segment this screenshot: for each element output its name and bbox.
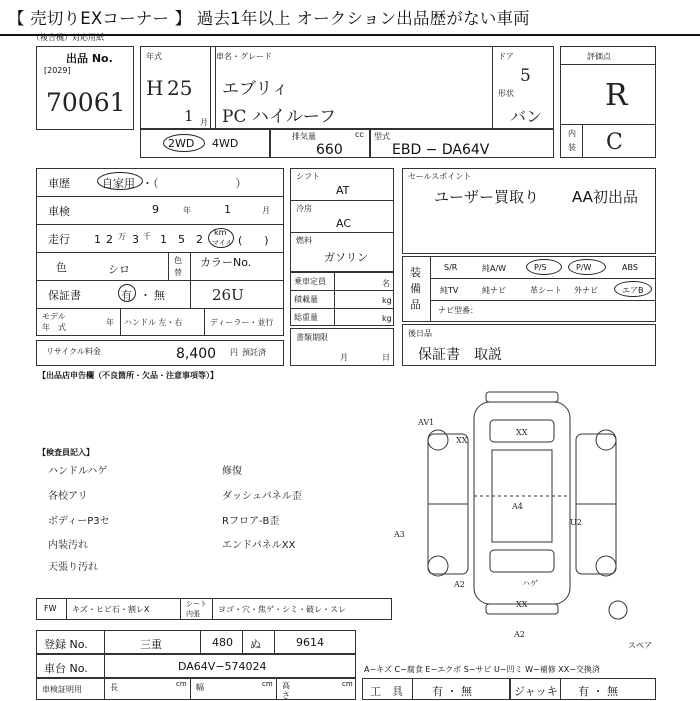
model-year-label-2: 年 式	[42, 323, 66, 332]
fw-seat-2: 内張	[186, 610, 200, 618]
registration-area: 三重	[140, 638, 162, 651]
interior-divider	[582, 124, 583, 158]
inspector-note-left-5: 天張り汚れ	[48, 562, 98, 573]
exhibit-label: 出品 No.	[66, 52, 113, 65]
load-label: 積載量	[294, 295, 318, 304]
inspection-month: 1	[224, 203, 231, 216]
displacement-value: 660	[316, 142, 343, 158]
inspection-label: 車検	[48, 205, 70, 218]
inspection-year-unit: 年	[183, 206, 191, 215]
color-no-value: 26U	[212, 286, 244, 304]
mileage-sen: 千	[143, 232, 151, 241]
rating-label: 評価点	[587, 52, 611, 61]
equip-ps: P/S	[534, 263, 547, 272]
doc-deadline-day: 日	[382, 353, 390, 362]
capacity-label: 乗車定員	[294, 277, 326, 286]
mileage-man: 万	[118, 232, 126, 241]
inspector-title: 【検査員記入】	[38, 448, 94, 457]
accessories-label: 後日品	[408, 329, 432, 338]
color-label: 色	[56, 261, 67, 274]
fuel-label: 燃料	[296, 236, 312, 245]
registration-class: 480	[212, 636, 233, 649]
warranty-label: 保証書	[48, 289, 81, 302]
doc-deadline-label: 書類期限	[296, 333, 328, 342]
diagram-mark-u2: U2	[570, 518, 582, 527]
diagram-wheel-fr	[596, 430, 616, 450]
equip-leather: 革シート	[530, 286, 562, 295]
vehicle-cert-c4: さ	[282, 691, 290, 700]
interior-value: C	[606, 130, 623, 155]
jack-value: 有 ・ 無	[578, 685, 618, 698]
model-type-value: EBD − DA64V	[392, 142, 490, 158]
warranty-no: 無	[154, 289, 165, 302]
vehicle-cert-unit-1: cm	[176, 680, 187, 688]
vehicle-cert-c2: 幅	[196, 683, 204, 692]
inspection-month-unit: 月	[262, 206, 270, 215]
doors-label: ドア	[498, 52, 514, 61]
diagram-mark-a2-left: A2	[454, 580, 465, 589]
vehicle-cert-c1: 長	[110, 683, 118, 692]
vehicle-cert-unit-2: cm	[262, 680, 273, 688]
mileage-unit-mile: マイル	[212, 239, 233, 247]
inspector-note-right-4: エンドパネルXX	[222, 540, 296, 551]
damage-legend: A−キズ C−腐食 E−エクボ S−サビ U−凹ミ W−補修 XX−交換済	[364, 665, 600, 674]
vehicle-cert-unit-3: cm	[342, 680, 353, 688]
mileage-paren: ( )	[238, 234, 269, 247]
color-repaint-2: 替	[174, 268, 182, 277]
diagram-mark-hage: ハゲ	[522, 579, 538, 588]
drive-2wd: 2WD	[168, 137, 195, 150]
year-month-unit: 月	[200, 118, 208, 127]
registration-kana: ぬ	[250, 638, 261, 651]
equipment-label-2: 備	[410, 282, 421, 295]
inspector-note-left-1: ハンドルハゲ	[48, 466, 108, 477]
equip-navi-model: ナビ型番：	[438, 306, 478, 315]
shift-label: シフト	[296, 172, 320, 181]
mileage-label: 走行	[48, 233, 70, 246]
color-value: シロ	[108, 263, 130, 276]
equip-abs: ABS	[622, 263, 638, 272]
doc-deadline-month: 月	[340, 353, 348, 362]
inspector-note-right-1: 修復	[222, 466, 242, 477]
load-unit: kg	[382, 296, 392, 305]
registration-label: 登録 No.	[44, 638, 88, 651]
recycle-unit: 円	[230, 348, 238, 357]
equip-airbag: エアB	[622, 286, 644, 295]
year-value: 25	[167, 76, 193, 100]
doors-value: 5	[520, 66, 531, 86]
capacity-unit: 名	[382, 279, 390, 288]
vehicle-cert-label: 車検証明用	[42, 685, 82, 694]
drive-box	[140, 128, 270, 158]
year-label: 年式	[146, 52, 162, 61]
mileage-d4: 1	[160, 233, 167, 246]
warranty-yes: 有	[121, 289, 132, 302]
chassis-value: DA64V−574024	[178, 660, 267, 673]
shift-value: AT	[336, 184, 350, 197]
history-label: 車歴	[48, 177, 70, 190]
model-year-dealer: ディーラー・並行	[210, 318, 274, 327]
aircon-label: 冷房	[296, 204, 312, 213]
equip-pw: P/W	[576, 263, 592, 272]
model-year-handle: ハンドル 左・右	[124, 318, 183, 327]
exhibit-small: [2029]	[44, 66, 71, 75]
sales-point-b: AA初出品	[572, 188, 638, 206]
doors-divider	[492, 46, 493, 130]
year-era: H	[146, 76, 164, 100]
diagram-mark-a4: A4	[512, 502, 523, 511]
diagram-mark-xx-rear: XX	[516, 600, 528, 609]
exhibit-number: 70061	[46, 88, 126, 117]
chassis-label: 車台 No.	[44, 662, 88, 675]
equip-jun-tv: 純TV	[440, 286, 459, 295]
recycle-label: リサイクル料金	[46, 347, 101, 356]
header-banner: 【 売切りEXコーナー 】 過去1年以上 オークション出品歴がない車両	[8, 9, 530, 28]
accessories-value: 保証書 取説	[418, 347, 502, 363]
tools-label: 工 具	[370, 685, 403, 698]
body-shape-value: バン	[510, 107, 543, 126]
mileage-d3: 3	[132, 233, 139, 246]
recycle-value: 8,400	[176, 346, 217, 362]
displacement-unit: cc	[355, 130, 364, 139]
model-type-label: 型式	[374, 132, 390, 141]
tools-value: 有 ・ 無	[432, 685, 472, 698]
diagram-wheel-fl	[428, 430, 448, 450]
diagram-mark-xx-fl: XX	[456, 436, 468, 445]
disclosure-title: 【出品店申告欄（不良箇所・欠品・注意事項等）】	[38, 371, 218, 380]
recycle-deposit: 預託済	[242, 348, 266, 357]
drive-4wd: 4WD	[212, 137, 239, 150]
equip-jun-aw: 純A/W	[482, 264, 507, 273]
model-grade: PC ハイルーフ	[222, 107, 336, 127]
model-name-label: 車名・グレード	[216, 52, 272, 61]
interior-label-1: 内	[568, 129, 576, 138]
spare-tire-icon	[609, 601, 627, 619]
color-no-label: カラーNo.	[200, 256, 252, 269]
mileage-d1: 1	[94, 233, 101, 246]
model-year-unit: 年	[106, 318, 114, 327]
rating-mid-line	[560, 124, 656, 125]
sales-point-label: セールスポイント	[408, 172, 472, 181]
body-shape-label: 形状	[498, 89, 514, 98]
year-month: 1	[184, 107, 194, 125]
diagram-wheel-rl	[428, 556, 448, 576]
jack-label: ジャッキ	[514, 685, 558, 698]
fuel-value: ガソリン	[324, 251, 368, 264]
inspection-year: 9	[152, 203, 159, 216]
equipment-label-1: 装	[410, 266, 421, 279]
mileage-unit-km: km	[214, 228, 227, 237]
diagram-mark-a2-bottom: A2	[514, 630, 525, 639]
registration-number: 9614	[296, 636, 324, 649]
fw-items: キズ・ヒビ石・割レX	[72, 605, 150, 614]
inspector-note-left-2: 各校アリ	[48, 491, 88, 502]
model-year-label-1: モデル	[42, 312, 66, 321]
rating-top-line	[560, 64, 656, 65]
warranty-sep: ・	[140, 289, 151, 302]
fw-label: FW	[44, 604, 57, 613]
equip-sr: S/R	[444, 263, 458, 272]
diagram-rear-window	[490, 550, 554, 572]
diagram-mark-av: AV1	[418, 418, 435, 427]
aircon-value: AC	[336, 217, 352, 230]
color-repaint-1: 色	[174, 256, 182, 265]
sub-header: （複合機）対応用紙	[32, 33, 104, 42]
mileage-d5: 5	[178, 233, 185, 246]
total-weight-label: 総重量	[294, 313, 318, 322]
diagram-wheel-rr	[596, 556, 616, 576]
diagram-mark-xx-front: XX	[516, 428, 528, 437]
diagram-mark-spare: スペア	[628, 641, 652, 650]
diagram-mark-a3: A3	[394, 530, 405, 539]
sales-point-a: ユーザー買取り	[434, 188, 540, 206]
displacement-label: 排気量	[292, 132, 316, 141]
diagram-front-bumper	[486, 392, 558, 402]
inspector-note-left-4: 内装汚れ	[48, 540, 88, 551]
total-weight-unit: kg	[382, 314, 392, 323]
equip-ext-navi: 外ナビ	[574, 286, 598, 295]
mileage-d2: 2	[106, 233, 113, 246]
inspector-note-right-2: ダッシュパネル歪	[222, 491, 302, 502]
mileage-d6: 2	[196, 233, 203, 246]
interior-label-2: 装	[568, 143, 576, 152]
inspector-note-right-3: Rフロア-B歪	[222, 516, 280, 527]
equipment-label-3: 品	[410, 298, 421, 311]
history-value: 自家用	[102, 177, 135, 190]
rating-value: R	[605, 78, 628, 113]
equip-jun-navi: 純ナビ	[482, 286, 506, 295]
inspector-note-left-3: ボディーP3セ	[48, 516, 110, 527]
vehicle-cert-c3: 高	[282, 681, 290, 690]
fw-seat-1: シート	[186, 600, 207, 608]
fw-seat-items: ヨゴ・穴・焦ゲ・シミ・破レ・スレ	[218, 605, 346, 614]
model-name: エブリィ	[222, 79, 289, 99]
history-rest: ・（ ）	[142, 177, 247, 190]
